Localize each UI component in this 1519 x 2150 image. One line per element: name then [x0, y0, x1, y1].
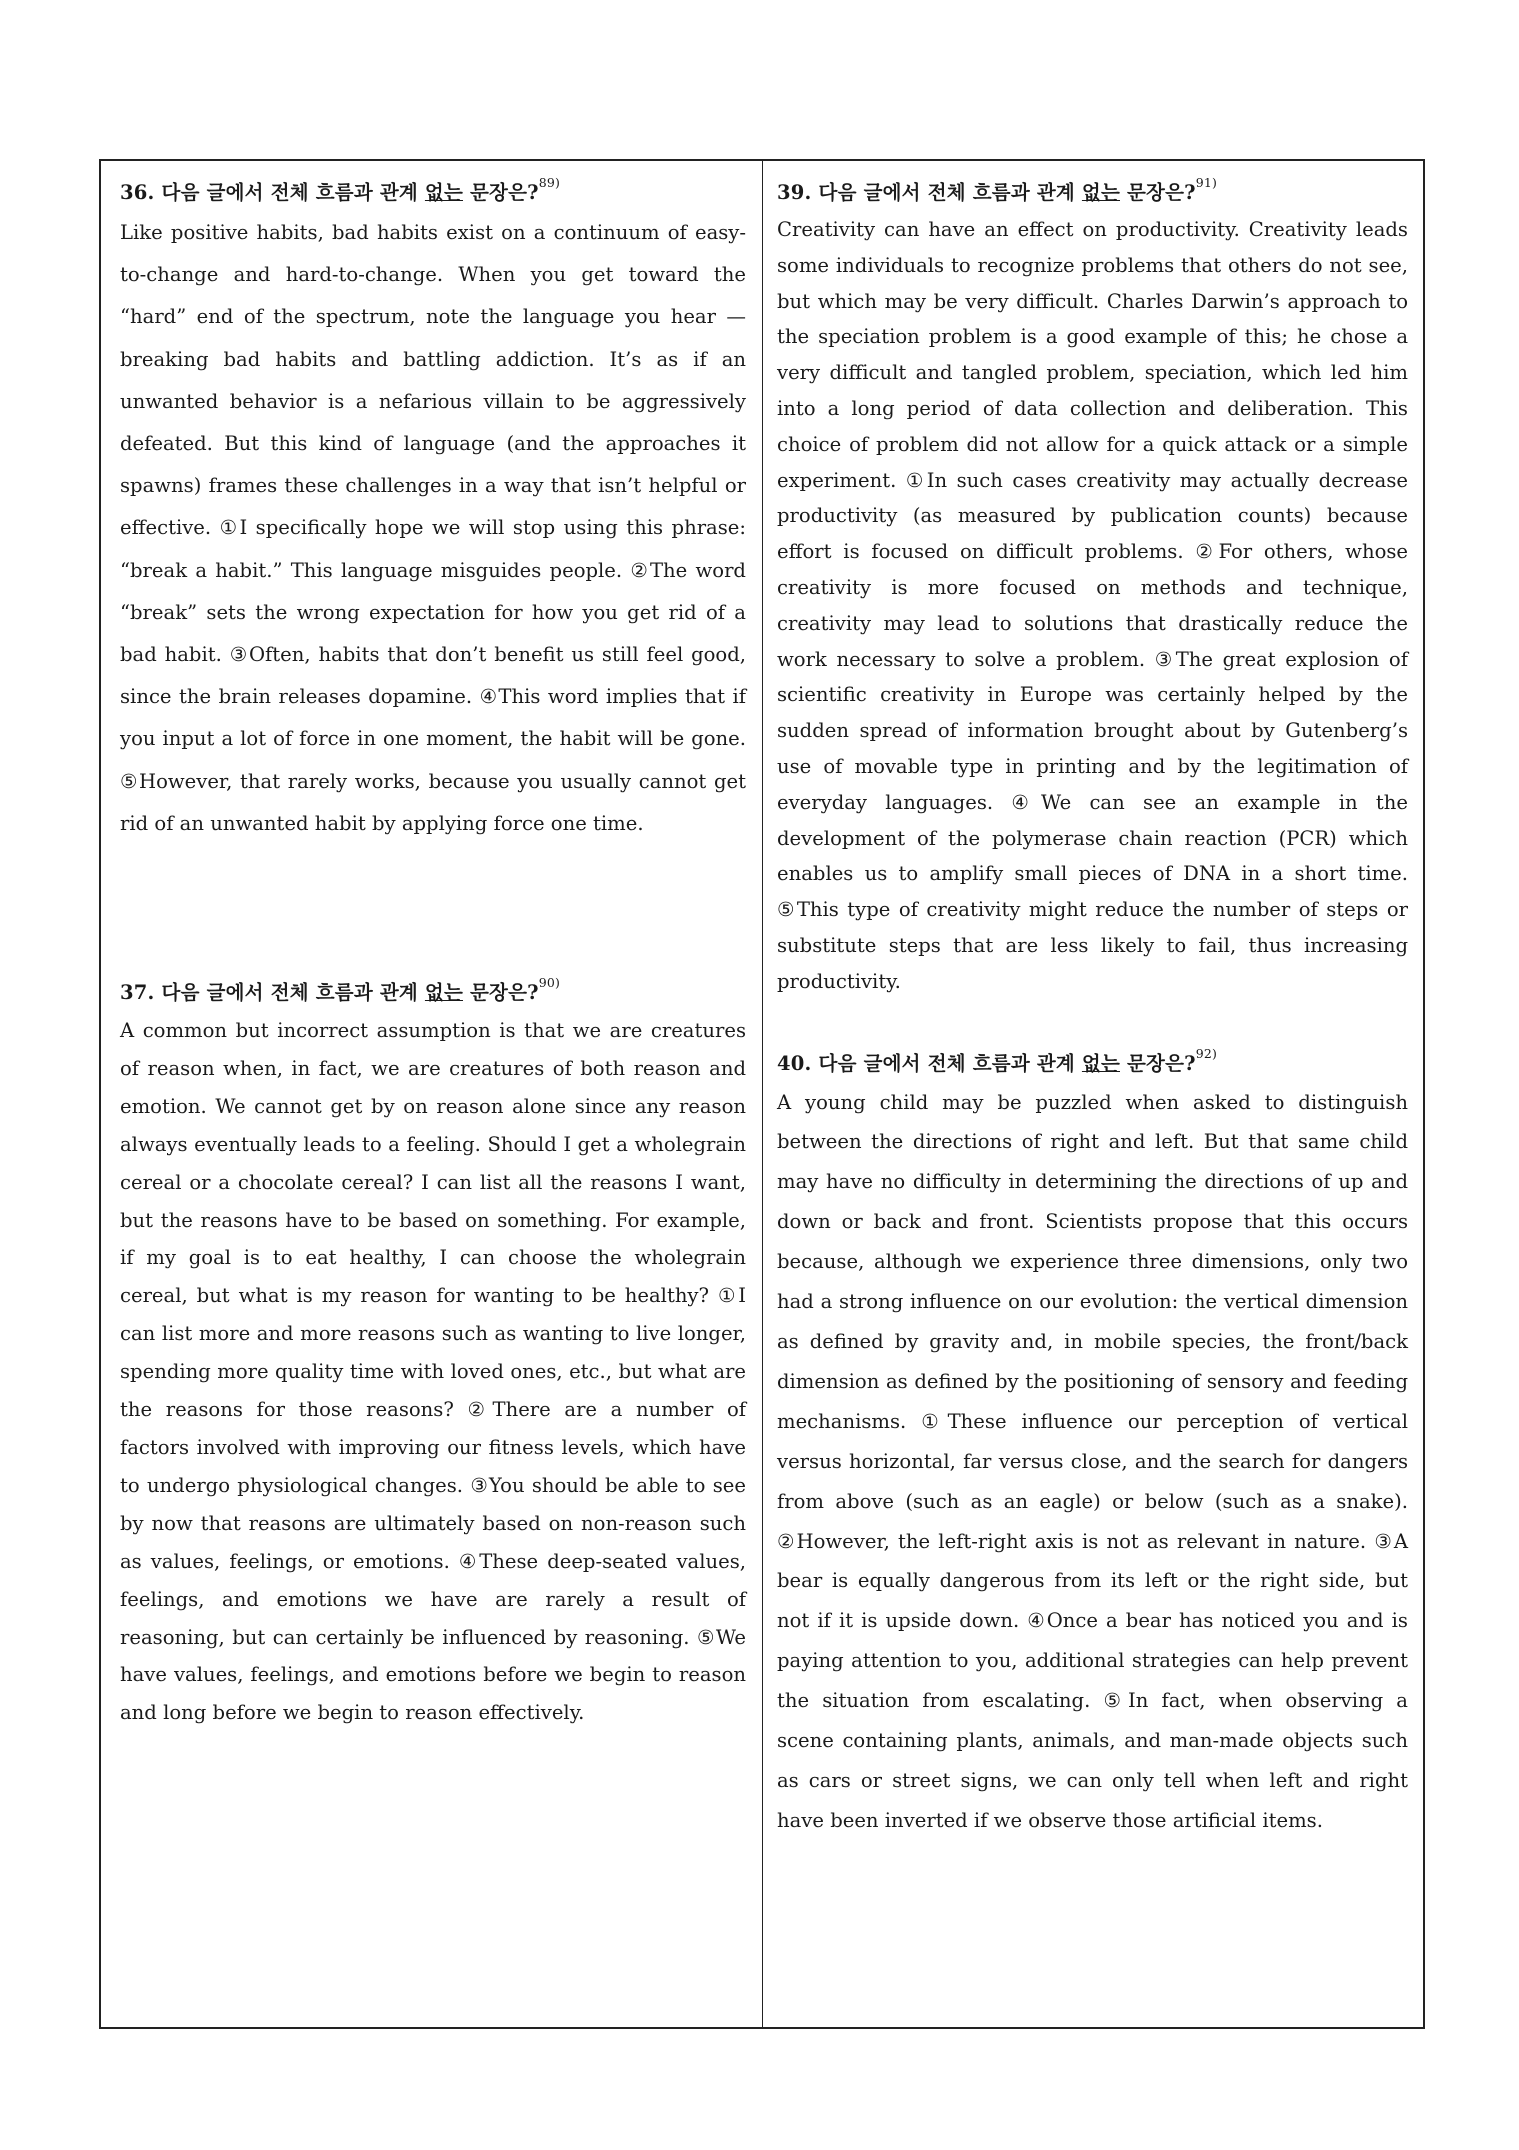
- question-prompt-underlined: 없는: [1081, 181, 1120, 204]
- choice-marker-3: ③: [470, 1473, 489, 1497]
- question-prompt-end: 문장은?: [463, 181, 539, 204]
- choice-marker-2: ②: [630, 558, 650, 582]
- footnote-marker: 92): [1195, 1045, 1218, 1061]
- choice-sentence-4: Once a bear has noticed you and is paying attention to you, additional strategies can help prevent the situation from escalating.: [777, 1609, 1408, 1713]
- choice-marker-1: ①: [219, 516, 240, 540]
- choice-marker-4: ④: [458, 1549, 480, 1573]
- passage-intro: A common but incorrect assumption is that we are creatures of reason when, in fact, we are creatures of both reason and emotion. We cannot get by on reason alone since any reason always eventually leads to a feeling. Should I get a wholegrain cereal or a chocolate cereal? I can list all the reasons I want, but the reasons have to be based on something. For example, if my goal is to eat healthy, I can choose the wholegrain cereal, but what is my reason for wanting to be healthy?: [120, 1019, 746, 1308]
- choice-marker-1: ①: [717, 1284, 739, 1308]
- passage-intro: Like positive habits, bad habits exist on a continuum of easy-to-change and hard-to-change. When you get toward the “hard” end of the spectrum, note the language you hear — breaking bad habits and battling addiction. It’s as if an unwanted behavior is a nefarious villain to be aggressively defeated. But this kind of language (and the approaches it spawns) frames these challenges in a way that isn’t helpful or effective.: [120, 221, 746, 540]
- choice-marker-3: ③: [229, 643, 249, 667]
- choice-sentence-2: However, the left-right axis is not as relevant in nature.: [796, 1529, 1367, 1553]
- question-prompt: 다음 글에서 전체 흐름과 관계: [818, 1051, 1082, 1075]
- passage: [120, 212, 746, 845]
- question-prompt: 다음 글에서 전체 흐름과 관계: [161, 981, 425, 1005]
- question-36: [120, 177, 746, 845]
- question-prompt: 다음 글에서 전체 흐름과 관계: [818, 181, 1082, 204]
- right-column: [763, 161, 1425, 1841]
- question-number: 39.: [777, 181, 812, 204]
- passage: [120, 1012, 746, 1732]
- choice-sentence-2: The word “break” sets the wrong expectation for how you get rid of a bad habit.: [120, 558, 746, 667]
- choice-sentence-1: In such cases creativity may actually decrease productivity (as measured by publication counts) because effort is focused on difficult problems.: [777, 468, 1408, 564]
- exam-sheet: [99, 159, 1425, 2029]
- choice-sentence-4: This word implies that if you input a lot of force in one moment, the habit will be gone.: [120, 685, 746, 751]
- question-title: [120, 977, 746, 1005]
- footnote-marker: 90): [538, 975, 561, 991]
- passage-intro: Creativity can have an effect on productivity. Creativity leads some individuals to recognize problems that others do not see, but which may be very difficult. Charles Darwin’s approach to the speciation problem is a good example of this; he chose a very difficult and tangled problem, speciation, which led him into a long period of data collection and deliberation. This choice of problem did not allow for a quick attack or a simple experiment.: [777, 218, 1408, 492]
- question-39: [777, 177, 1408, 1000]
- choice-marker-5: ⑤: [697, 1625, 716, 1649]
- choice-marker-1: ①: [921, 1409, 948, 1433]
- choice-marker-5: ⑤: [1103, 1689, 1128, 1713]
- choice-marker-1: ①: [905, 468, 927, 492]
- question-number: 36.: [120, 181, 155, 204]
- choice-sentence-3: The great explosion of scientific creativity in Europe was certainly helped by the sudden spread of information brought about by Gutenberg’s use of movable type in printing and by the legitimation of everyday languages.: [777, 647, 1408, 814]
- question-prompt-end: 문장은?: [1120, 1051, 1196, 1075]
- question-prompt: 다음 글에서 전체 흐름과 관계: [161, 181, 425, 204]
- choice-marker-2: ②: [777, 1529, 797, 1553]
- choice-marker-3: ③: [1154, 647, 1176, 671]
- choice-sentence-5: This type of creativity might reduce the number of steps or substitute steps that are less likely to fail, thus increasing productivity.: [777, 898, 1408, 993]
- choice-sentence-2: For others, whose creativity is more focused on methods and technique, creativity may lead to solutions that drastically reduce the work necessary to solve a problem.: [777, 540, 1409, 671]
- passage: [777, 212, 1408, 1000]
- choice-sentence-1: I can list more and more reasons such as wanting to live longer, spending more quality time with loved ones, etc., but what are the reasons for those reasons?: [120, 1284, 746, 1422]
- choice-sentence-4: We can see an example in the development of the polymerase chain reaction (PCR) which enables us to amplify small pieces of DNA in a short time.: [777, 790, 1408, 886]
- question-title: [777, 1045, 1408, 1076]
- footnote-marker: 89): [538, 175, 561, 190]
- question-number: 37.: [120, 981, 155, 1005]
- left-column: [101, 161, 762, 1732]
- choice-marker-3: ③: [1374, 1529, 1394, 1553]
- choice-marker-5: ⑤: [120, 769, 140, 793]
- choice-marker-2: ②: [1195, 540, 1219, 564]
- choice-sentence-3: You should be able to see by now that reasons are ultimately based on non-reason such as values, feelings, or emotions.: [120, 1473, 746, 1573]
- passage: [777, 1083, 1408, 1841]
- choice-sentence-4: These deep-seated values, feelings, and emotions we have are rarely a result of reasoning, but can certainly be influenced by reasoning.: [120, 1549, 746, 1649]
- choice-sentence-2: There are a number of factors involved with improving our fitness levels, which have to undergo physiological changes.: [120, 1398, 747, 1497]
- choice-sentence-5: In fact, when observing a scene containing plants, animals, and man-made objects such as cars or street signs, we can only tell when left and right have been inverted if we observe those artificial items.: [777, 1689, 1408, 1832]
- choice-sentence-1: These influence our perception of vertical versus horizontal, far versus close, and the search for dangers from above (such as an eagle) or below (such as a snake).: [777, 1409, 1408, 1513]
- question-prompt-end: 문장은?: [463, 981, 539, 1005]
- choice-marker-4: ④: [1011, 790, 1042, 814]
- choice-marker-2: ②: [467, 1398, 493, 1422]
- question-number: 40.: [777, 1051, 812, 1075]
- choice-sentence-3: A bear is equally dangerous from its left or the right side, but not if it is upside down.: [777, 1529, 1408, 1633]
- footnote-marker: 91): [1195, 175, 1218, 190]
- question-prompt-underlined: 없는: [1081, 1051, 1120, 1075]
- question-prompt-underlined: 없는: [424, 181, 463, 204]
- question-prompt-underlined: 없는: [424, 981, 463, 1005]
- question-title: [777, 177, 1408, 205]
- passage-intro: A young child may be puzzled when asked to distinguish between the directions of right and left. But that same child may have no difficulty in determining the directions of up and down or back and front. Scientists propose that this occurs because, although we experience three dimensions, only two had a strong influence on our evolution: the vertical dimension as defined by gravity and, in mobile species, the front/back dimension as defined by the positioning of sensory and feeding mechanisms.: [777, 1090, 1408, 1433]
- question-37: [120, 977, 746, 1732]
- question-prompt-end: 문장은?: [1120, 181, 1196, 204]
- question-title: [120, 177, 746, 205]
- choice-sentence-5: We have values, feelings, and emotions before we begin to reason and long before we begin to reason effectively.: [120, 1625, 746, 1725]
- choice-sentence-5: However, that rarely works, because you usually cannot get rid of an unwanted habit by applying force one time.: [120, 769, 746, 835]
- choice-sentence-1: I specifically hope we will stop using this phrase: “break a habit.” This language misguides people.: [120, 516, 746, 582]
- choice-marker-4: ④: [1027, 1609, 1047, 1633]
- choice-marker-5: ⑤: [777, 898, 797, 922]
- question-40: [777, 1045, 1408, 1841]
- choice-marker-4: ④: [479, 685, 499, 709]
- choice-sentence-3: Often, habits that don’t benefit us still feel good, since the brain releases dopamine.: [120, 643, 746, 709]
